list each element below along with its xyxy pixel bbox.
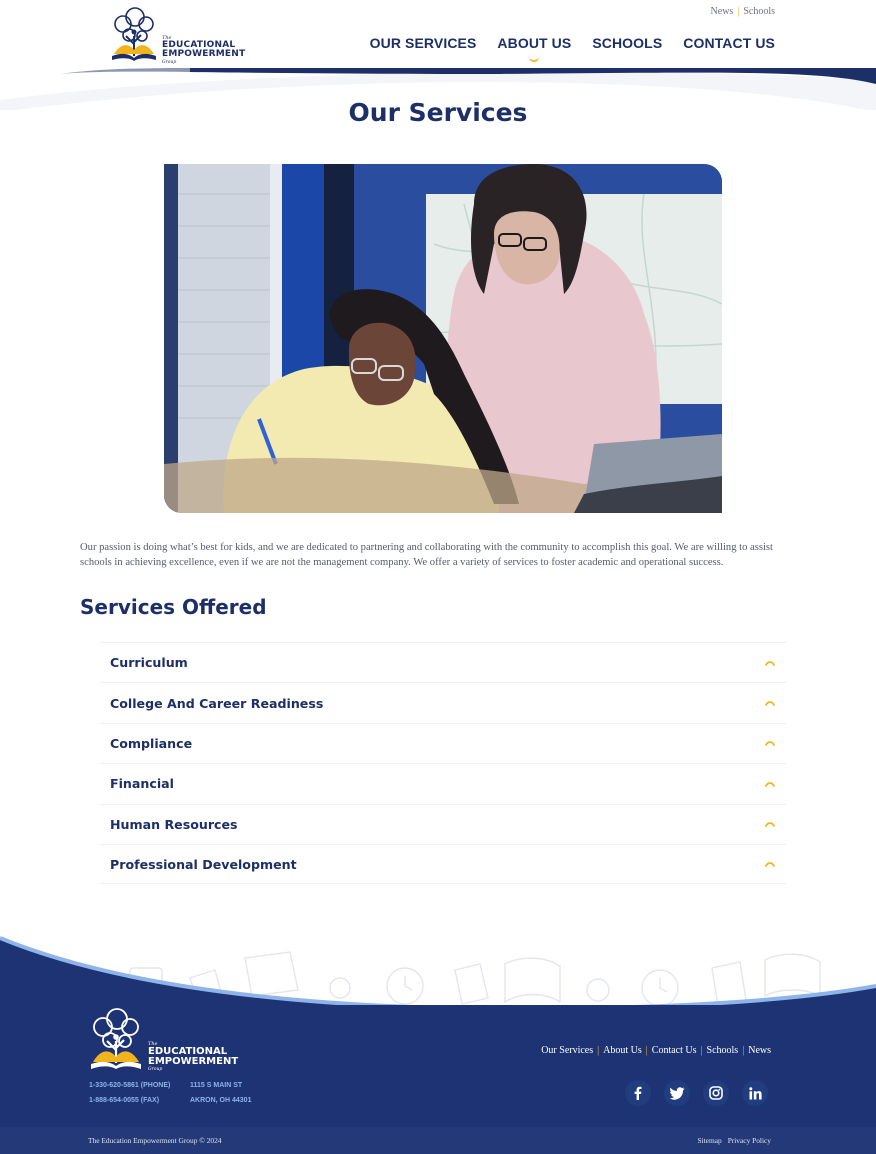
separator: |	[597, 1045, 600, 1056]
tree-logo-icon	[108, 6, 160, 64]
address-line1: 1115 S MAIN ST	[190, 1082, 243, 1089]
sitemap-link[interactable]: Sitemap	[697, 1136, 722, 1145]
footer-link-about-us[interactable]: About Us	[603, 1045, 642, 1056]
accordion-label: Financial	[110, 776, 174, 792]
fax-number: 1-888-654-0055 (FAX)	[89, 1097, 160, 1104]
chevron-up-icon	[764, 659, 776, 667]
hero-image	[164, 164, 722, 513]
footer-nav	[541, 1045, 771, 1056]
logo-text-group: Group	[162, 60, 177, 65]
utility-nav	[711, 6, 775, 17]
accordion-label: Curriculum	[110, 655, 188, 671]
instagram-icon	[709, 1086, 723, 1100]
nav-about-us[interactable]: ABOUT US	[497, 35, 572, 51]
accordion-item-college-career-readiness[interactable]	[100, 682, 786, 722]
social-links	[625, 1080, 768, 1106]
facebook-link[interactable]	[625, 1080, 651, 1106]
logo-text-line1: EDUCATIONAL	[148, 1046, 228, 1057]
nav-contact-us[interactable]: CONTACT US	[683, 35, 775, 51]
facebook-icon	[631, 1086, 645, 1100]
page-title: Our Services	[348, 98, 528, 127]
address-line2: AKRON, OH 44301	[190, 1097, 252, 1104]
logo-text-group: Group	[148, 1067, 163, 1072]
site-logo[interactable]	[108, 6, 246, 65]
separator: |	[700, 1045, 703, 1056]
footer-link-contact-us[interactable]: Contact Us	[651, 1045, 697, 1056]
services-accordion	[100, 642, 786, 884]
footer-link-news[interactable]: News	[748, 1045, 771, 1056]
site-header	[0, 0, 876, 110]
accordion-item-compliance[interactable]	[100, 723, 786, 763]
legal-links	[697, 1136, 771, 1145]
privacy-policy-link[interactable]: Privacy Policy	[727, 1136, 771, 1145]
intro-paragraph: Our passion is doing what’s best for kids, and we are dedicated to partnering and collaborating with the community to accomplish this goal. We are willing to assist schools in achieving excellence, even if we are not the management company. We offer a variety of services to foster academic and operational success.	[80, 542, 773, 568]
footer-logo[interactable]	[86, 1007, 239, 1073]
chevron-up-icon	[764, 699, 776, 707]
footer-wave-decoration	[0, 930, 876, 1010]
nav-our-services[interactable]: OUR SERVICES	[369, 35, 477, 51]
chevron-up-icon	[764, 780, 776, 788]
linkedin-icon	[749, 1087, 762, 1100]
contact-info	[89, 1078, 251, 1108]
hero-photo-illustration	[164, 164, 722, 513]
logo-text-line2: EMPOWERMENT	[162, 49, 246, 59]
accordion-label: College And Career Readiness	[110, 695, 324, 711]
separator: |	[645, 1045, 648, 1056]
accordion-label: Compliance	[110, 735, 193, 751]
footer-link-schools[interactable]: Schools	[706, 1045, 739, 1056]
twitter-icon	[670, 1087, 685, 1100]
utility-link-schools[interactable]: Schools	[743, 6, 775, 17]
chevron-up-icon	[764, 860, 776, 868]
utility-link-news[interactable]: News	[710, 6, 734, 17]
chevron-up-icon	[764, 739, 776, 747]
logo-text-the: The	[162, 35, 172, 41]
twitter-link[interactable]	[664, 1080, 690, 1106]
copyright-text: The Education Empowerment Group © 2024	[88, 1136, 222, 1145]
phone-number[interactable]: 1-330-620-5861 (PHONE)	[89, 1082, 171, 1089]
nav-schools[interactable]: SCHOOLS	[592, 35, 663, 51]
main-nav	[370, 35, 775, 51]
accordion-label: Human Resources	[110, 816, 238, 832]
logo-text-line2: EMPOWERMENT	[148, 1056, 239, 1067]
accordion-label: Professional Development	[110, 856, 297, 872]
accordion-item-professional-development[interactable]	[100, 844, 786, 884]
chevron-up-icon	[764, 820, 776, 828]
separator: |	[742, 1045, 745, 1056]
tree-logo-icon	[86, 1007, 146, 1073]
accordion-item-curriculum[interactable]	[100, 642, 786, 682]
logo-text-the: The	[148, 1041, 158, 1047]
instagram-link[interactable]	[703, 1080, 729, 1106]
logo-text-line1: EDUCATIONAL	[162, 40, 236, 50]
accordion-item-financial[interactable]	[100, 763, 786, 803]
separator: |	[737, 6, 740, 17]
accordion-item-human-resources[interactable]	[100, 804, 786, 844]
linkedin-link[interactable]	[742, 1080, 768, 1106]
services-heading: Services Offered	[80, 595, 267, 619]
footer-link-our-services[interactable]: Our Services	[541, 1045, 594, 1056]
